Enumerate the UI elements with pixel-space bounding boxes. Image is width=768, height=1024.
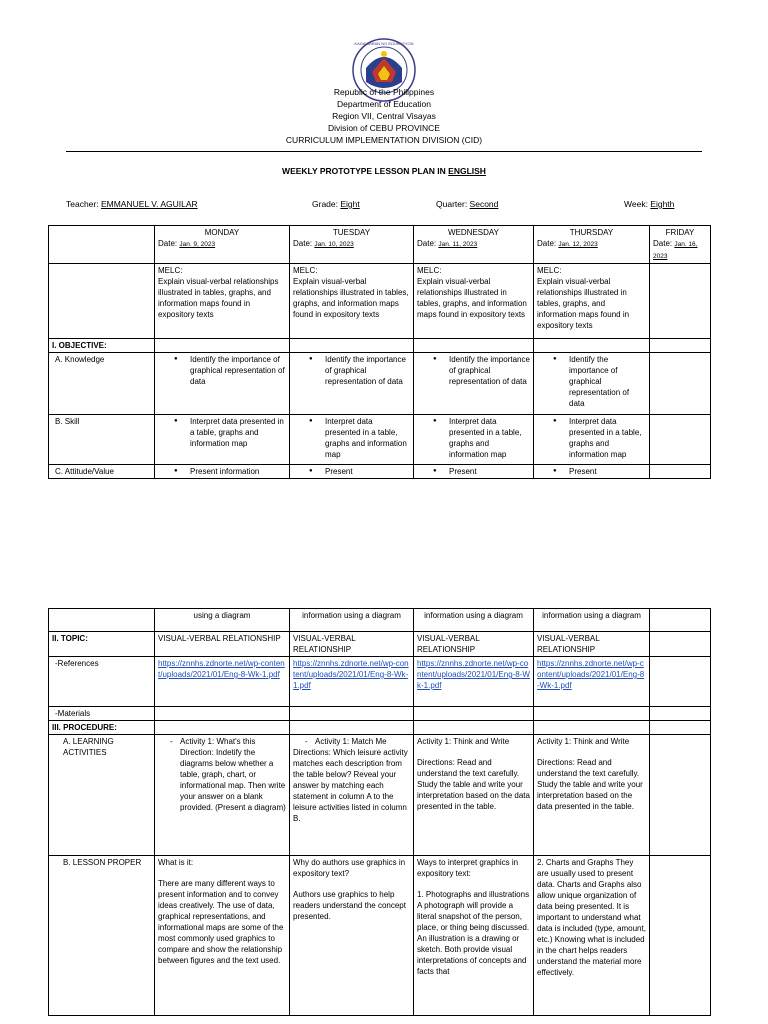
- melc-label-cell: [49, 264, 155, 339]
- lesson-tuesday: Why do authors use graphics in expository text? Authors use graphics to help readers understand the concept presented.: [290, 856, 414, 1016]
- week-field: Week: Eighth: [624, 199, 675, 209]
- quarter-field: Quarter: Second: [436, 199, 499, 209]
- topic-label: II. TOPIC:: [49, 632, 155, 657]
- references-label: -References: [49, 657, 155, 707]
- lesson-proper-label: B. LESSON PROPER: [49, 856, 155, 1016]
- lesson-plan-table-part-2: [48, 608, 711, 1016]
- materials-row: [49, 707, 711, 721]
- cont-monday: using a diagram: [155, 609, 290, 632]
- header-line-1: Republic of the Philippines: [333, 87, 435, 97]
- header-line-3: Region VII, Central Visayas: [332, 111, 436, 121]
- melc-thursday: MELC: Explain visual-verbal relationships illustrated in tables, graphs, and information maps found in expository texts: [534, 264, 650, 339]
- topic-wednesday: VISUAL-VERBAL RELATIONSHIP: [414, 632, 534, 657]
- document-title: WEEKLY PROTOTYPE LESSON PLAN IN ENGLISH: [282, 166, 486, 176]
- knowledge-wednesday: ● Identify the importance of graphical representation of data: [414, 353, 534, 415]
- attitude-label: C. Attitude/Value: [49, 465, 155, 479]
- topic-thursday: VISUAL-VERBAL RELATIONSHIP: [534, 632, 650, 657]
- skill-monday: ● Interpret data presented in a table, graphs and information map: [155, 415, 290, 465]
- lesson-wednesday: Ways to interpret graphics in expository text: 1. Photographs and illustrations A photograph will provide a literal snapshot of the person, place, or thing being discussed. An illustration is a drawing or sketch. Both provide visual interpretations of concepts and facts that: [414, 856, 534, 1016]
- day-header-tuesday: TUESDAY Date: Jan. 10, 2023: [290, 226, 414, 264]
- procedure-label: III. PROCEDURE:: [49, 721, 155, 735]
- skill-wednesday: ● Interpret data presented in a table, graphs and information map: [414, 415, 534, 465]
- learning-wednesday: Activity 1: Think and Write Directions: Read and understand the text carefully. Study the table and write your interpretation based on the data presented in the table.: [414, 735, 534, 856]
- skill-tuesday: ● Interpret data presented in a table, graphs and information map: [290, 415, 414, 465]
- learning-tuesday: - Activity 1: Match Me Directions: Which leisure activity matches each description from the table below? Reveal your answer by matching each statement in column A to the leisure activities listed in column B.: [290, 735, 414, 856]
- lesson-monday: What is it: There are many different ways to present information and to convey ideas creatively. The use of data, graphical representations, and informational maps are some of the most commonly used graphics to compare and show the relationship between figures and the text used.: [155, 856, 290, 1016]
- day-header-wednesday: WEDNESDAY Date: Jan. 11, 2023: [414, 226, 534, 264]
- header-divider: [66, 151, 702, 152]
- day-header-friday: FRIDAY Date: Jan. 16, 2023: [650, 226, 711, 264]
- melc-row: [49, 264, 711, 339]
- melc-tuesday: MELC: Explain visual-verbal relationships illustrated in tables, graphs, and information maps found in expository texts: [290, 264, 414, 339]
- melc-friday: [650, 264, 711, 339]
- learning-monday: - Activity 1: What's this Direction: Indetify the diagrams below whether a table, graph, chart, or informational map. Then write your answer on a blank provided. (Present a diagram): [155, 735, 290, 856]
- svg-text:KAGAWARAN NG EDUKASYON: KAGAWARAN NG EDUKASYON: [354, 41, 414, 46]
- knowledge-monday: ● Identify the importance of graphical representation of data: [155, 353, 290, 415]
- attitude-thursday: ● Present: [534, 465, 650, 479]
- attitude-tuesday: ● Present: [290, 465, 414, 479]
- cont-tuesday: information using a diagram: [290, 609, 414, 632]
- skill-thursday: ● Interpret data presented in a table, graphs and information map: [534, 415, 650, 465]
- references-row: [49, 657, 711, 707]
- day-header-monday: MONDAY Date: Jan. 9, 2023: [155, 226, 290, 264]
- learning-activities-label: A. LEARNING ACTIVITIES: [49, 735, 155, 856]
- reference-link-wednesday[interactable]: https://znnhs.zdnorte.net/wp-content/uploads/2021/01/Eng-8-Wk-1.pdf: [414, 657, 534, 707]
- melc-monday: MELC: Explain visual-verbal relationships illustrated in tables, graphs, and information maps found in expository texts: [155, 264, 290, 339]
- knowledge-row: [49, 353, 711, 415]
- learning-activities-row: [49, 735, 711, 856]
- continuation-row: [49, 609, 711, 632]
- division-line: CURRICULUM IMPLEMENTATION DIVISION (CID): [285, 135, 483, 145]
- objective-row: [49, 339, 711, 353]
- cont-thursday: information using a diagram: [534, 609, 650, 632]
- grade-field: Grade: Eight: [312, 199, 360, 209]
- lesson-thursday: 2. Charts and Graphs They are usually used to present data. Charts and Graphs also allow unique organization of data being presented. It is important to understand what data is included (type, amount, etc.) Knowing what is included in the chart helps readers understand the material more effectively.: [534, 856, 650, 1016]
- topic-row: [49, 632, 711, 657]
- day-header-thursday: THURSDAY Date: Jan. 12, 2023: [534, 226, 650, 264]
- knowledge-thursday: ● Identify the importance of graphical representation of data: [534, 353, 650, 415]
- learning-thursday: Activity 1: Think and Write Directions: Read and understand the text carefully. Study the table and write your interpretation based on the data presented in the table.: [534, 735, 650, 856]
- attitude-wednesday: ● Present: [414, 465, 534, 479]
- knowledge-label: A. Knowledge: [49, 353, 155, 415]
- reference-link-thursday[interactable]: https://znnhs.zdnorte.net/wp-content/uploads/2021/01/Eng-8-Wk-1.pdf: [534, 657, 650, 707]
- attitude-monday: ● Present information: [155, 465, 290, 479]
- corner-cell: [49, 226, 155, 264]
- materials-label: -Materials: [49, 707, 155, 721]
- skill-label: B. Skill: [49, 415, 155, 465]
- lesson-plan-table-part-1: [48, 225, 711, 479]
- knowledge-tuesday: ● Identify the importance of graphical representation of data: [290, 353, 414, 415]
- cont-wednesday: information using a diagram: [414, 609, 534, 632]
- objective-label: I. OBJECTIVE:: [49, 339, 155, 353]
- reference-link-monday[interactable]: https://znnhs.zdnorte.net/wp-content/uploads/2021/01/Eng-8-Wk-1.pdf: [155, 657, 290, 707]
- header-line-2: Department of Education: [336, 99, 432, 109]
- teacher-field: Teacher: EMMANUEL V. AGUILAR: [66, 199, 198, 209]
- header-line-4: Division of CEBU PROVINCE: [328, 123, 440, 133]
- skill-row: [49, 415, 711, 465]
- procedure-row: [49, 721, 711, 735]
- days-header-row: [49, 226, 711, 264]
- reference-link-tuesday[interactable]: https://znnhs.zdnorte.net/wp-content/uploads/2021/01/Eng-8-Wk-1.pdf: [290, 657, 414, 707]
- attitude-row: [49, 465, 711, 479]
- lesson-proper-row: [49, 856, 711, 1016]
- topic-monday: VISUAL-VERBAL RELATIONSHIP: [155, 632, 290, 657]
- melc-wednesday: MELC: Explain visual-verbal relationships illustrated in tables, graphs, and information maps found in expository texts: [414, 264, 534, 339]
- topic-tuesday: VISUAL-VERBAL RELATIONSHIP: [290, 632, 414, 657]
